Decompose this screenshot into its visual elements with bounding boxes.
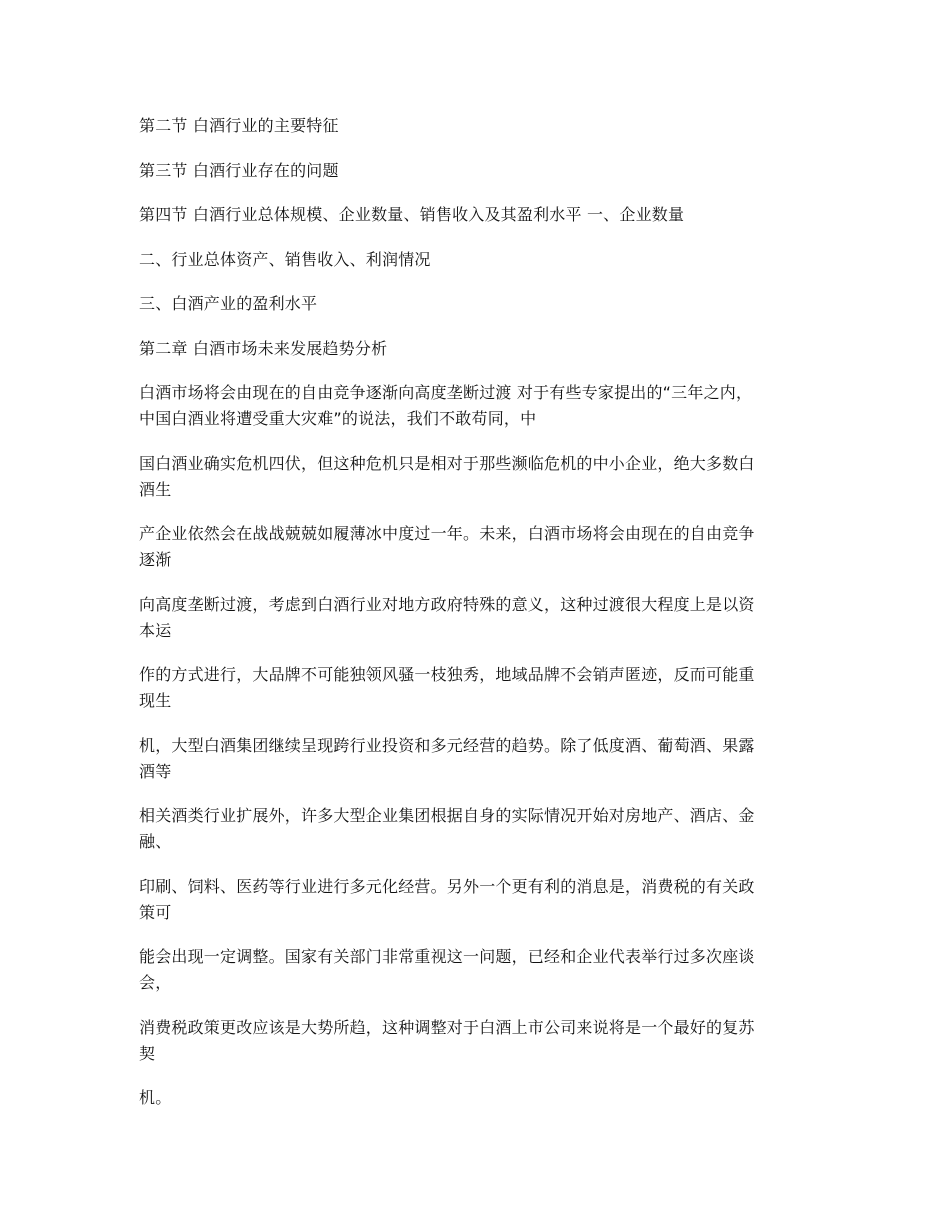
text-line: 第二章 白酒市场未来发展趋势分析 (139, 338, 388, 358)
paragraph (139, 944, 811, 996)
paragraph (139, 158, 811, 184)
text-line: 契 (139, 1043, 156, 1063)
text-line: 白酒市场将会由现在的自由竞争逐渐向高度垄断过渡 对于有些专家提出的“三年之内， (139, 383, 753, 402)
text-line: 作的方式进行，大品牌不可能独领风骚一枝独秀，地域品牌不会销声匿迹，反而可能重 (139, 665, 755, 684)
text-line: 逐渐 (139, 550, 172, 569)
text-line: 三、白酒产业的盈利水平 (139, 294, 318, 313)
paragraph (139, 874, 811, 926)
paragraph (139, 380, 811, 432)
text-line: 融、 (139, 832, 172, 851)
text-line: 国白酒业确实危机四伏，但这种危机只是相对于那些濒临危机的中小企业，绝大多数白 (139, 453, 755, 473)
text-line: 酒生 (139, 479, 172, 499)
text-line: 相关酒类行业扩展外，许多大型企业集团根据自身的实际情况开始对房地产、酒店、金 (139, 806, 755, 825)
text-line: 能会出现一定调整。国家有关部门非常重视这一问题，已经和企业代表举行过多次座谈 (139, 947, 755, 966)
text-line: 二、行业总体资产、销售收入、利润情况 (139, 249, 431, 269)
document-body (139, 113, 811, 1130)
text-line: 酒等 (139, 761, 172, 781)
paragraph (139, 521, 811, 573)
paragraph (139, 1085, 811, 1111)
paragraph (139, 247, 811, 273)
paragraph (139, 113, 811, 139)
text-line: 本运 (139, 620, 172, 640)
text-line: 第四节 白酒行业总体规模、企业数量、销售收入及其盈利水平 一、企业数量 (139, 205, 685, 224)
text-line: 现生 (139, 691, 172, 710)
text-line: 消费税政策更改应该是大势所趋，这种调整对于白酒上市公司来说将是一个最好的复苏 (139, 1017, 755, 1037)
paragraph (139, 803, 811, 855)
text-line: 机。 (139, 1088, 172, 1107)
paragraph (139, 451, 811, 503)
paragraph (139, 202, 811, 228)
paragraph (139, 1015, 811, 1067)
text-line: 策可 (139, 902, 172, 922)
text-line: 第三节 白酒行业存在的问题 (139, 160, 339, 180)
paragraph (139, 336, 811, 362)
text-line: 向高度垄断过渡，考虑到白酒行业对地方政府特殊的意义，这种过渡很大程度上是以资 (139, 594, 755, 614)
paragraph (139, 733, 811, 785)
text-line: 印刷、饲料、医药等行业进行多元化经营。另外一个更有利的消息是，消费税的有关政 (139, 876, 755, 896)
text-line: 产企业依然会在战战兢兢如履薄冰中度过一年。未来，白酒市场将会由现在的自由竞争 (139, 524, 755, 543)
text-line: 第二节 白酒行业的主要特征 (139, 116, 339, 135)
text-line: 机，大型白酒集团继续呈现跨行业投资和多元经营的趋势。除了低度酒、葡萄酒、果露 (139, 735, 755, 755)
paragraph (139, 291, 811, 317)
paragraph (139, 592, 811, 644)
paragraph (139, 662, 811, 714)
text-line: 会， (139, 973, 172, 992)
text-line: 中国白酒业将遭受重大灾难”的说法，我们不敢苟同，中 (139, 409, 537, 428)
